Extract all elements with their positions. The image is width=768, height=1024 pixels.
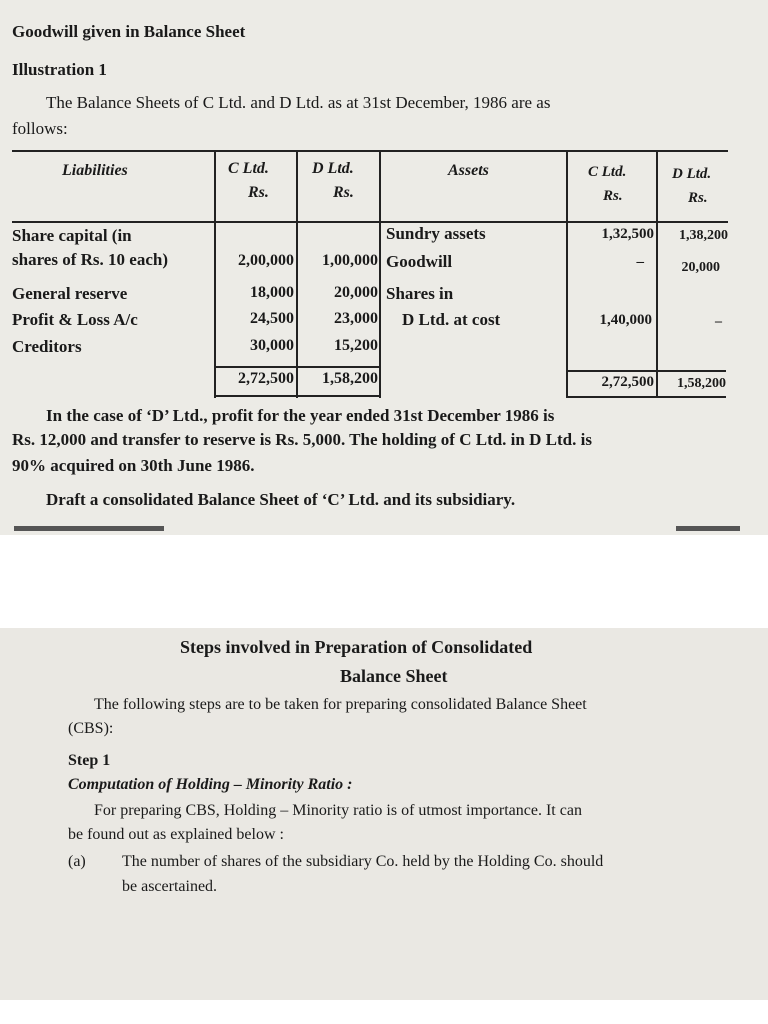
total-liab-d: 1,58,200 (322, 370, 378, 387)
section-title: Goodwill given in Balance Sheet (12, 22, 246, 41)
step-label: Step 1 (68, 752, 111, 769)
step-heading: Computation of Holding – Minority Ratio : (68, 776, 353, 793)
liability-d-value: 23,000 (334, 310, 378, 327)
asset-c-value: 1,40,000 (599, 312, 652, 328)
liability-label: Creditors (12, 337, 82, 356)
asset-d-value: 1,38,200 (679, 228, 728, 243)
total-liab-c: 2,72,500 (238, 370, 294, 387)
column-divider (296, 150, 298, 398)
liability-d-value: 1,00,000 (322, 252, 378, 269)
header-d-rs: Rs. (333, 184, 354, 201)
step-body-line-1: For preparing CBS, Holding – Minority ratio is of utmost importance. It can (94, 802, 582, 819)
asset-c-value: – (636, 254, 644, 270)
asset-label: Sundry assets (386, 224, 486, 243)
header-asset-c-rs: Rs. (603, 188, 623, 204)
step-body-line-2: be found out as explained below : (68, 826, 284, 843)
table-header-rule (12, 221, 728, 223)
liability-c-value: 24,500 (250, 310, 294, 327)
header-assets: Assets (448, 162, 489, 179)
cropped-text-line (0, 520, 768, 535)
steps-title-line-2: Balance Sheet (340, 666, 448, 686)
liability-c-value: 30,000 (250, 337, 294, 354)
header-asset-c-ltd: C Ltd. (588, 164, 627, 180)
asset-d-value: – (715, 314, 722, 329)
column-divider (566, 150, 568, 398)
cropped-text-fragment (676, 526, 740, 531)
paragraph-line: Rs. 12,000 and transfer to reserve is Rs. 5,000. The holding of C Ltd. in D Ltd. is (12, 430, 592, 449)
liability-label: Share capital (in (12, 226, 132, 245)
liability-label: Profit & Loss A/c (12, 310, 138, 329)
paragraph-line: Draft a consolidated Balance Sheet of ‘C’ Ltd. and its subsidiary. (46, 490, 516, 509)
liability-label: shares of Rs. 10 each) (12, 250, 168, 269)
liability-d-value: 15,200 (334, 337, 378, 354)
asset-d-value: 20,000 (681, 260, 720, 275)
liability-d-value: 20,000 (334, 284, 378, 301)
liability-label: General reserve (12, 284, 128, 303)
item-line-1: The number of shares of the subsidiary Co. held by the Holding Co. should (122, 853, 604, 870)
total-rule-bottom (566, 396, 726, 398)
asset-label: Shares in (386, 284, 454, 303)
intro-line-1: The Balance Sheets of C Ltd. and D Ltd. as at 31st December, 1986 are as (46, 93, 551, 112)
asset-label: D Ltd. at cost (402, 310, 501, 329)
liability-c-value: 2,00,000 (238, 252, 294, 269)
paragraph-line: 90% acquired on 30th June 1986. (12, 456, 255, 475)
total-rule-bottom (214, 395, 380, 397)
total-rule-top (214, 366, 380, 368)
paragraph-line: In the case of ‘D’ Ltd., profit for the year ended 31st December 1986 is (46, 406, 555, 425)
steps-intro-line-2: (CBS): (68, 720, 114, 737)
asset-c-value: 1,32,500 (601, 226, 654, 242)
table-top-rule (12, 150, 728, 152)
item-line-2: be ascertained. (122, 878, 218, 895)
column-divider (214, 150, 216, 398)
header-asset-d-ltd: D Ltd. (672, 166, 712, 182)
total-asset-d: 1,58,200 (677, 376, 726, 391)
header-asset-d-rs: Rs. (688, 190, 708, 206)
header-c-rs: Rs. (248, 184, 269, 201)
steps-title-line-1: Steps involved in Preparation of Consolidated (180, 637, 533, 657)
header-liabilities: Liabilities (62, 162, 128, 179)
total-asset-c: 2,72,500 (601, 374, 654, 390)
column-divider (379, 150, 381, 398)
cropped-text-fragment (14, 526, 164, 531)
header-c-ltd: C Ltd. (228, 160, 269, 177)
liability-c-value: 18,000 (250, 284, 294, 301)
steps-intro-line-1: The following steps are to be taken for preparing consolidated Balance Sheet (94, 696, 587, 713)
asset-label: Goodwill (386, 252, 453, 271)
header-d-ltd: D Ltd. (312, 160, 354, 177)
total-rule-top (566, 370, 726, 372)
item-marker: (a) (68, 853, 86, 870)
steps-page (0, 628, 768, 1000)
illustration-heading: Illustration 1 (12, 60, 107, 79)
intro-line-2: follows: (12, 119, 68, 138)
